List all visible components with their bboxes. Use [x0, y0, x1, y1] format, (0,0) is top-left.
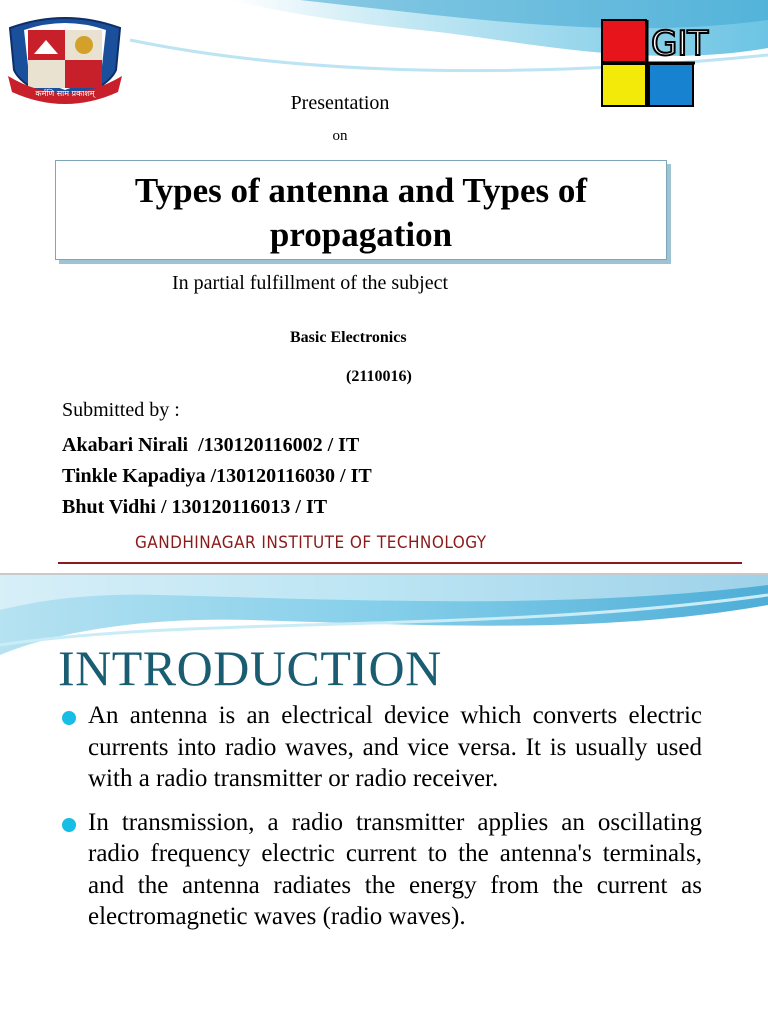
bullet-text: An antenna is an electrical device which converts electric currents into radio waves, and vice versa. It is usually used with a radio transmitter or radio receiver.	[88, 702, 702, 792]
introduction-slide	[0, 575, 768, 1024]
student-item: Bhut Vidhi / 130120116013 / IT	[62, 496, 328, 518]
student-item: Akabari Nirali /130120116002 / IT	[62, 434, 360, 456]
list-item	[62, 700, 702, 795]
bullet-list	[62, 700, 702, 945]
student-item: Tinkle Kapadiya /130120116030 / IT	[62, 465, 372, 487]
fulfillment-text: In partial fulfillment of the subject	[172, 272, 449, 294]
submitted-by-label: Submitted by :	[62, 399, 180, 421]
bullet-icon	[62, 711, 76, 725]
svg-text:GIT: GIT	[651, 24, 709, 64]
presentation-title	[56, 169, 666, 257]
subject-code: (2110016)	[346, 368, 412, 385]
title-line-2: propagation	[269, 215, 453, 254]
bullet-text: In transmission, a radio transmitter applies an oscillating radio frequency electric current to the antenna's terminals, and the antenna radiates the energy from the current as electromagnetic waves (radio waves).	[88, 808, 702, 930]
list-item	[62, 807, 702, 933]
title-line-1: Types of antenna and Types of	[134, 171, 588, 210]
on-label: on	[332, 128, 348, 144]
presentation-label: Presentation	[290, 92, 390, 114]
subject-name: Basic Electronics	[290, 329, 407, 346]
student-list	[62, 430, 372, 523]
footer-rule	[58, 562, 742, 564]
svg-text:कर्मणि साम प्रकाशम्: कर्मणि साम प्रकाशम्	[35, 89, 95, 98]
institute-name: GANDHINAGAR INSTITUTE OF TECHNOLOGY	[135, 533, 487, 553]
slide-heading: INTRODUCTION	[58, 640, 442, 696]
bullet-icon	[62, 818, 76, 832]
title-box	[55, 160, 667, 260]
